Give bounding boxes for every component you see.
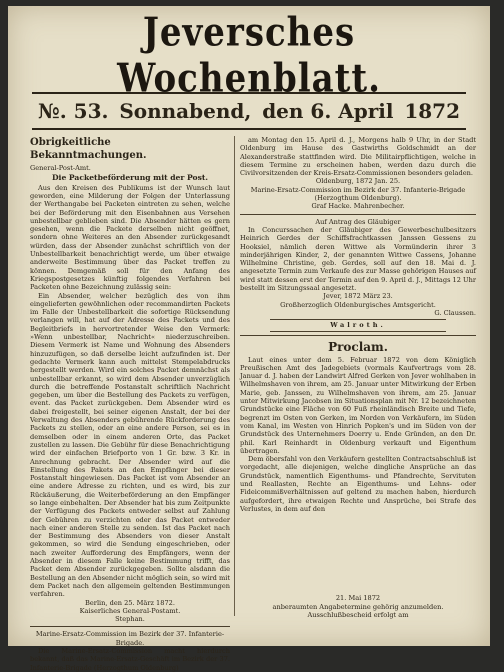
closing-line-1: anberaumten Angabetermine gehörig anzumelden. bbox=[272, 603, 444, 611]
issue-day: Sonnabend, bbox=[119, 99, 252, 123]
creditors-signer: G. Claussen. bbox=[434, 308, 476, 317]
creditors-authority: Großherzoglich Oldenburgisches Amtsgericht. bbox=[280, 300, 436, 309]
proclam-text: Laut eines unter dem 5. Februar 1872 von dem Königlich Preußischen Amt des Jadegebiets (vormals Kaufvertrags vom 28. Januar d. J. haben der Landwirt Alfred Gerken von Jever wohlhaben in Wilhelmshaven von ihrem, am 25. Januar unter Mitwirkung der Erben Marie, geb. Janssen, zu Wilhelmshaven von ihrem, am 25. Januar unter Mitwirkung Jacobsen im Situationsplan mit Nr. 12 bezeichneten Grundstücke eine Fläche von 60 Fuß rheinländisch Breite und Tiefe, begrenzt im Osten von Gerken, im Norden von Verkäufern, im Süden vom Kanal, im Westen von Hinrich Popken's und im Süden von der Grundstück des Unternehmers Doerry u. Ende Gründen, an den Dr. phil. Karl Reinhardt in Oldenburg verkauft und Eigenthum übertragen. bbox=[240, 355, 476, 455]
issue-date: den 6. April bbox=[262, 99, 394, 123]
article-subheading: Die Packetbeförderung mit der Post. bbox=[51, 173, 209, 183]
authority: Kaiserliches General-Postamt. bbox=[79, 606, 181, 615]
office-name: General-Post-Amt. bbox=[30, 164, 91, 172]
commission-heading: Marine-Ersatz-Commission im Bezirk der 37. Infanterie-Brigade. bbox=[35, 630, 225, 647]
column-divider bbox=[234, 136, 235, 616]
creditors-text: In Concurssachen der Gläubiger des Gewerbeschulbesitzers Heinrich Gerdes der Schiffsfrachtkassen Janssen Gessens zu Hooksiel, nämlich deren Wittwe als Vormünderin ihrer 3 minderjährigen Kinder, 2, der genannten Wittwe Cassens, Johanne Wilhelmine Christine, geb. Gerdes, soll auf den 18. Mai d. J. angesetzte Termin zum Verkaufe des zur Masse gehörigen Hauses auf wird statt dessen erst der Termin auf den 9. April d. J., Mittags 12 Uhr bestellt im Sitzungssaal angesetzt. bbox=[240, 225, 476, 293]
issue-year: 1872 bbox=[404, 99, 460, 123]
issue-number: №. 53. bbox=[38, 99, 109, 123]
signer: Stephan. bbox=[115, 615, 145, 624]
proclam-title: Proclam. bbox=[328, 339, 388, 354]
closing-text bbox=[240, 603, 476, 620]
closing-line-2: Ausschlußbescheid erfolgt am bbox=[307, 611, 409, 620]
intro-place: Oldenburg, 1872 Jan. 25. bbox=[315, 177, 401, 186]
proclam-text-2: Dem öbersfahl von den Verkäufern gestellten Contractsabschluß ist vorgedacht, alle diejenigen, welche dingliche Ansprüche an das Grundstück, namentlich Eigenthums- und Pfandrechte, Servituten und Reallasten, Rechte an Eigenthums- und Lehns- oder Fideicommißverhältnissen auf geltend zu machen haben, hierdurch aufgefordert, ihre etwaigen Rechte und Ansprüche, bei Strafe des Verlustes, in dem auf den bbox=[240, 455, 476, 513]
commission-text: Die Marine-Ersatz-Commission macht hierdurch bekannt, daß das Marine-Ersatz-Geschäft im Bezirk der 37. Infanterie-Brigade (Herzogthum Oldenburg) bbox=[30, 647, 230, 672]
newspaper-page bbox=[8, 6, 490, 672]
creditors-place: Jever, 1872 März 23. bbox=[323, 292, 393, 301]
right-column bbox=[240, 136, 476, 636]
creditors-heading: Auf Antrag des Gläubiger bbox=[315, 217, 401, 226]
left-column bbox=[30, 136, 230, 672]
divider-rule bbox=[30, 626, 230, 627]
issue-line bbox=[32, 92, 466, 130]
divider-rule bbox=[240, 214, 476, 215]
masthead-title: Jeversches Wochenblatt. bbox=[117, 10, 381, 102]
article-paragraph: Ein Absender, welcher bezüglich des von ihm eingelieferten gewöhnlichen oder recommandirten Packets im Falle der Unbestellbarkeit die sofortige Rücksendung verlangen will, hat auf der Adresse des Packets und des Begleitbriefs in hervortretender Weise den Vermerk: »Wenn unbestellbar, Nachricht« niederzuschreiben. Diesem Vermerk ist Name und Wohnung des Absenders hinzuzufügen, so daß derselbe leicht aufzufinden ist. Der gedachte Vermerk kann auch mittelst Stempelabdrucks hergestellt werden. Wird ein solches Packet demnächst als unbestellbar erkannt, so wird dem Absender unverzüglich durch die betreffende Postanstalt schriftlich Nachricht gegeben, um über die Bestellung des Packets zu verfügen, event. das Packet zurückgeben. Dem Absender wird es dabei freigestellt, bei seiner eigenen Anstalt, der bei der Verwaltung des Absenders gebührende Rückforderung des Packets zu stellen, oder an eine andere Person, sei es in demselben oder in einem anderen Orte, das Packet zustellen zu lassen. Die Gebühr für diese Benachrichtigung wird der einfachen Briefporto von 1 Gr. bzw. 3 Kr. in Anrechnung gebracht. Der Absender wird auf die Einstellung des Pakets an den Empfänger bei dieser Postanstalt hingewiesen. Das Packet ist vom Absender an eine andere Adresse zu richten, und es wird, bis zur Rückäußerung, die Weiterbeförderung an den Empfänger so lange einbehalten. Der Absender hat bis zum Zeitpunkte der Verfügung des Packets entweder selbst auf Zahlung der Gebühren zu verzichten oder das Packet entweder nach einer anderen Stelle zu senden. Ist das Packet nach der Bestimmung des Absenders von dieser Anstalt gekommen, so wird die Sendung eingeschrieben, oder nach zweiter Aufforderung des Empfängers, wenn der Absender in diesem Falle keine Bestimmung trifft, das Packet dem Absender zurückgegeben. Sollte alsdann die Bestellung an den Absender nicht möglich sein, so wird mit dem Packet nach den allgemein geltenden Bestimmungen verfahren. bbox=[30, 291, 230, 599]
intro-text: am Montag den 15. April d. J., Morgens halb 9 Uhr, in der Stadt Oldenburg im Hause des Gastwirths Goldschmidt an der Alexanderstraße stattfinden wird. Die Militairpflichtigen, welche in diesem Termine zu erscheinen haben, werden dazu durch die Civilvorsitzenden der Kreis-Ersatz-Commissionen besonders geladen. bbox=[240, 136, 476, 178]
boxed-name: Walroth. bbox=[270, 319, 446, 331]
article-paragraph: Aus den Kreisen des Publikums ist der Wunsch laut geworden, eine Milderung der Folgen der Unterlassung der Werthangabe bei Packeten eintreten zu sehen, welche bei der Beförderung mit den Eisenbahnen aus Versehen unbestellbar geblieben sind. Die Absender hätten es gern gesehen, wenn die Packete derselben nicht geöffnet, sondern ohne Weiteres an den Absender zurückgesandt würden, dass der Absender zunächst schriftlich von der Unbestellbarkeit benachrichtigt werde, um über etwaige anderweite Bestimmung über das Packet treffen zu können. Demgemäß soll für den Anfang des Kriegspostgesetzes künftig folgendes Verfahren bei Packeten ohne Bezeichnung zulässig sein: bbox=[30, 183, 230, 292]
date-line: 21. Mai 1872 bbox=[335, 594, 381, 602]
intro-signers: Graf Hacke. Mahrenbecher. bbox=[311, 202, 405, 211]
divider-rule bbox=[240, 335, 476, 336]
place-date: Berlin, den 25. März 1872. bbox=[85, 598, 175, 607]
section-heading: Obrigkeitliche Bekanntmachungen. bbox=[30, 137, 147, 161]
intro-authority: Marine-Ersatz-Commission im Bezirk der 37. Infanterie-Brigade (Herzogthum Oldenburg). bbox=[250, 185, 466, 203]
